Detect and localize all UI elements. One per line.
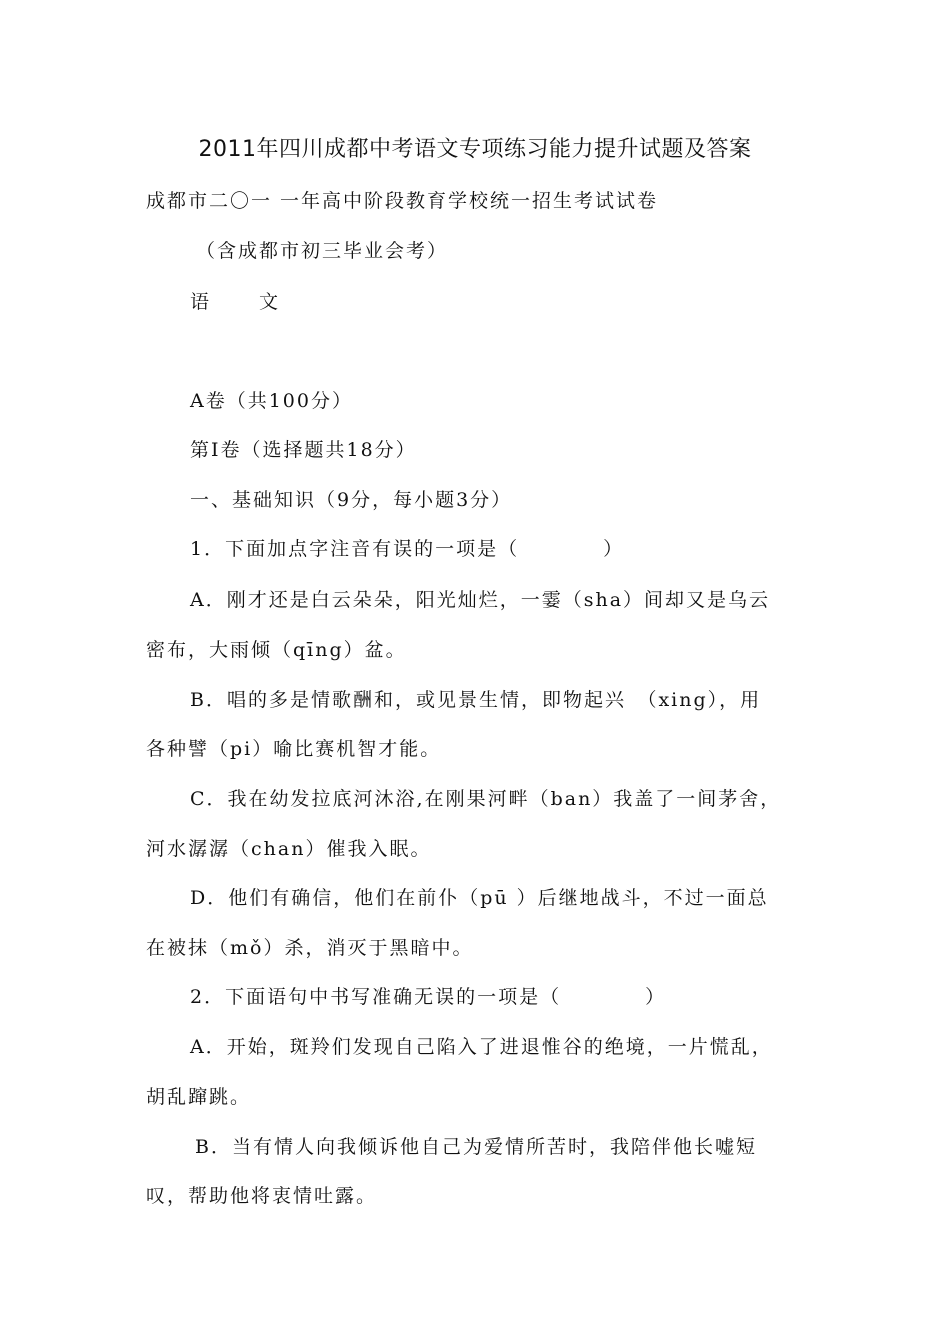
- question-1-option-d-line-2: 在被抹（mǒ）杀，消灭于黑暗中。: [146, 937, 474, 959]
- question-2-option-b-line-1: B．当有情人向我倾诉他自己为爱情所苦时，我陪伴他长嘘短: [195, 1136, 757, 1158]
- subject-char-2: 文: [259, 291, 281, 313]
- exam-subtitle-note: （含成都市初三毕业会考）: [196, 240, 449, 262]
- question-2-option-a-line-2: 胡乱蹿跳。: [146, 1086, 252, 1108]
- question-1-stem: 1．下面加点字注音有误的一项是（ ）: [190, 538, 625, 560]
- question-2-option-a-line-1: A．开始，斑羚们发现自己陷入了进退惟谷的绝境，一片慌乱，: [190, 1036, 773, 1058]
- question-1-option-c-line-1: C．我在幼发拉底河沐浴,在刚果河畔（ban）我盖了一间茅舍，: [190, 788, 782, 810]
- question-1-option-d-line-1: D．他们有确信，他们在前仆（pū ）后继地战斗，不过一面总: [190, 887, 769, 909]
- question-1-option-a-line-1: A．刚才还是白云朵朵，阳光灿烂，一霎（sha）间却又是乌云: [190, 589, 771, 611]
- subject-char-1: 语: [190, 291, 212, 313]
- section-a-heading: A卷（共100分）: [190, 390, 353, 412]
- subject-heading: [190, 289, 280, 315]
- basic-knowledge-heading: 一、基础知识（9分，每小题3分）: [190, 489, 513, 511]
- exam-subtitle: 成都市二〇一 一年高中阶段教育学校统一招生考试试卷: [146, 190, 659, 212]
- question-1-option-b-line-1: B．唱的多是情歌酬和，或见景生情，即物起兴 （xing），用: [190, 689, 762, 711]
- question-1-option-a-line-2: 密布，大雨倾（qīng）盆。: [146, 639, 407, 661]
- question-2-option-b-line-2: 叹，帮助他将衷情吐露。: [146, 1185, 378, 1207]
- question-1-option-c-line-2: 河水潺潺（chan）催我入眠。: [146, 838, 432, 860]
- part-one-heading: 第Ⅰ卷（选择题共18分）: [190, 439, 417, 461]
- question-2-stem: 2．下面语句中书写准确无误的一项是（ ）: [190, 986, 667, 1008]
- question-1-option-b-line-2: 各种譬（pi）喻比赛机智才能。: [146, 738, 442, 760]
- document-title: 2011年四川成都中考语文专项练习能力提升试题及答案: [198, 137, 752, 162]
